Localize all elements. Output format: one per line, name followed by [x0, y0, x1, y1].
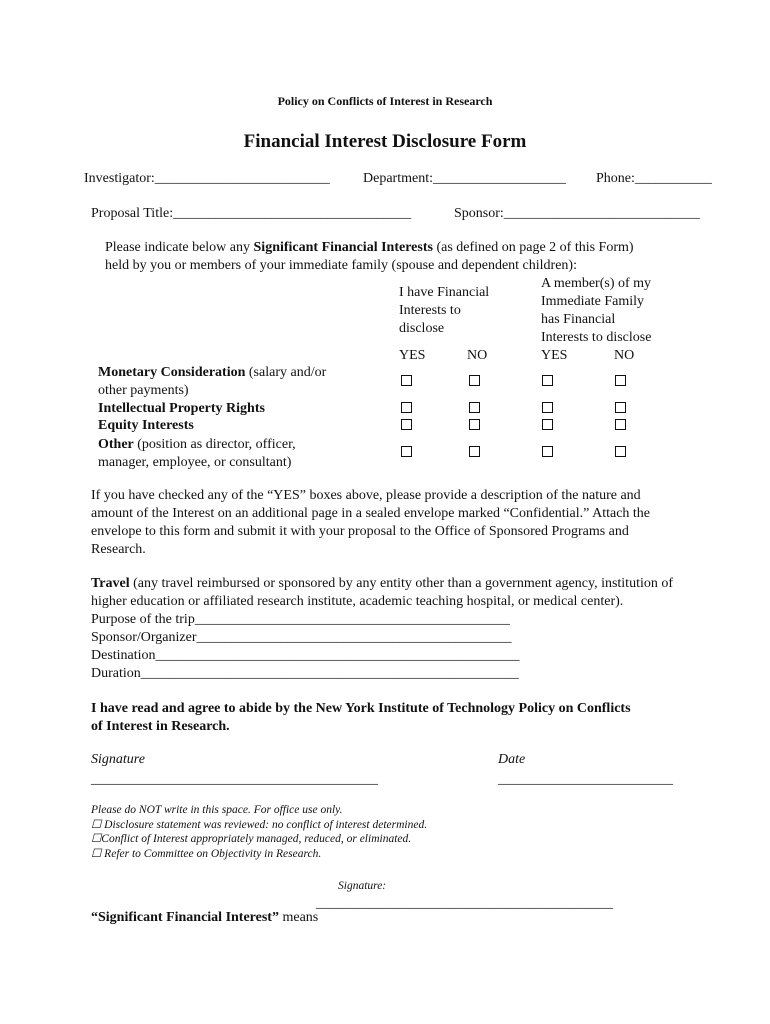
instructions-post: (as defined on page 2 of this Form)	[432, 240, 634, 255]
office-signature-label: Signature:	[338, 880, 387, 892]
destination-field[interactable]: Destination____________________________________________________	[91, 648, 520, 663]
office-signature-line[interactable]: ____________________________________________	[316, 895, 613, 910]
row-monetary-bold: Monetary Consideration	[98, 365, 246, 380]
checkbox-other-self-no[interactable]	[469, 446, 480, 457]
investigator-field[interactable]: Investigator:_________________________	[84, 171, 330, 186]
row-ip	[98, 400, 265, 418]
self-interest-header	[399, 284, 489, 338]
family-header-line: has Financial	[541, 312, 616, 327]
sponsor-organizer-field[interactable]: Sponsor/Organizer_____________________________________________	[91, 630, 512, 645]
date-line[interactable]: _________________________	[498, 772, 673, 787]
family-header-line: Immediate Family	[541, 294, 645, 309]
purpose-field[interactable]: Purpose of the trip_____________________________________________	[91, 612, 510, 627]
travel-bold: Travel	[91, 576, 130, 591]
family-header-line: A member(s) of my	[541, 276, 652, 291]
family-interest-header	[541, 275, 651, 347]
row-equity-label: Equity Interests	[98, 418, 194, 433]
signature-line[interactable]: _________________________________________	[91, 772, 378, 787]
office-use-note: Please do NOT write in this space. For office use only.	[91, 804, 343, 816]
row-ip-label: Intellectual Property Rights	[98, 401, 265, 416]
yes-paragraph-line: If you have checked any of the “YES” boxes above, please provide a description of the nature and	[91, 488, 641, 503]
yes-paragraph-line: amount of the Interest on an additional page in a sealed envelope marked “Confidential.” Attach the	[91, 506, 651, 521]
self-header-line: Interests to	[399, 303, 461, 318]
checkbox-monetary-self-no[interactable]	[469, 375, 480, 386]
yes-paragraph-line: Research.	[91, 542, 146, 557]
family-yes-header: YES	[541, 348, 568, 363]
instructions-line-2: held by you or members of your immediate family (spouse and dependent children):	[105, 258, 577, 273]
row-monetary-line-2: other payments)	[98, 383, 189, 398]
checkbox-other-family-yes[interactable]	[542, 446, 553, 457]
row-other-rest: (position as director, officer,	[133, 437, 296, 452]
self-yes-header: YES	[399, 348, 426, 363]
instructions-bold: Significant Financial Interests	[253, 240, 433, 255]
department-field[interactable]: Department:___________________	[363, 171, 566, 186]
form-title: Financial Interest Disclosure Form	[243, 131, 527, 152]
checkbox-monetary-self-yes[interactable]	[401, 375, 412, 386]
definition-bold: “Significant Financial Interest”	[91, 910, 279, 925]
row-other-line-1	[98, 436, 296, 454]
checkbox-equity-family-yes[interactable]	[542, 419, 553, 430]
date-label: Date	[498, 752, 526, 767]
instructions-line-1	[105, 239, 634, 257]
checkbox-ip-self-yes[interactable]	[401, 402, 412, 413]
family-no-header: NO	[614, 348, 635, 363]
checkbox-ip-family-yes[interactable]	[542, 402, 553, 413]
checkbox-equity-self-yes[interactable]	[401, 419, 412, 430]
instructions-pre: Please indicate below any	[105, 240, 254, 255]
yes-paragraph-line: envelope to this form and submit it with your proposal to the Office of Sponsored Programs and	[91, 524, 629, 539]
office-item-reviewed[interactable]: ☐ Disclosure statement was reviewed: no conflict of interest determined.	[91, 819, 428, 831]
row-equity	[98, 417, 194, 435]
travel-line-2: higher education or affiliated research institute, academic teaching hospital, or medical center).	[91, 594, 624, 609]
checkbox-other-self-yes[interactable]	[401, 446, 412, 457]
checkbox-equity-self-no[interactable]	[469, 419, 480, 430]
self-header-line: I have Financial	[399, 285, 490, 300]
policy-title: Policy on Conflicts of Interest in Research	[277, 94, 493, 108]
definition-line	[91, 909, 318, 927]
checkbox-equity-family-no[interactable]	[615, 419, 626, 430]
duration-field[interactable]: Duration______________________________________________________	[91, 666, 519, 681]
row-monetary-line-1	[98, 364, 326, 382]
checkbox-ip-family-no[interactable]	[615, 402, 626, 413]
signature-label: Signature	[91, 752, 145, 767]
agreement-line-2: of Interest in Research.	[91, 719, 230, 734]
checkbox-other-family-no[interactable]	[615, 446, 626, 457]
sponsor-field[interactable]: Sponsor:____________________________	[454, 206, 700, 221]
self-header-line: disclose	[399, 321, 445, 336]
row-monetary	[98, 364, 326, 400]
family-header-line: Interests to disclose	[541, 330, 652, 345]
office-item-refer[interactable]: ☐ Refer to Committee on Objectivity in Research.	[91, 848, 322, 860]
phone-field[interactable]: Phone:___________	[596, 171, 712, 186]
row-monetary-rest: (salary and/or	[245, 365, 327, 380]
row-other-bold: Other	[98, 437, 134, 452]
definition-rest: means	[278, 910, 319, 925]
proposal-title-field[interactable]: Proposal Title:__________________________________	[91, 206, 412, 221]
travel-line-1	[91, 575, 673, 593]
checkbox-monetary-family-yes[interactable]	[542, 375, 553, 386]
row-other-line-2: manager, employee, or consultant)	[98, 455, 292, 470]
checkbox-monetary-family-no[interactable]	[615, 375, 626, 386]
travel-rest: (any travel reimbursed or sponsored by any entity other than a government agency, institution of	[129, 576, 674, 591]
office-item-managed[interactable]: ☐Conflict of Interest appropriately managed, reduced, or eliminated.	[91, 833, 412, 845]
row-other	[98, 436, 296, 472]
checkbox-ip-self-no[interactable]	[469, 402, 480, 413]
self-no-header: NO	[467, 348, 488, 363]
agreement-line-1: I have read and agree to abide by the New York Institute of Technology Policy on Conflicts	[91, 701, 631, 716]
